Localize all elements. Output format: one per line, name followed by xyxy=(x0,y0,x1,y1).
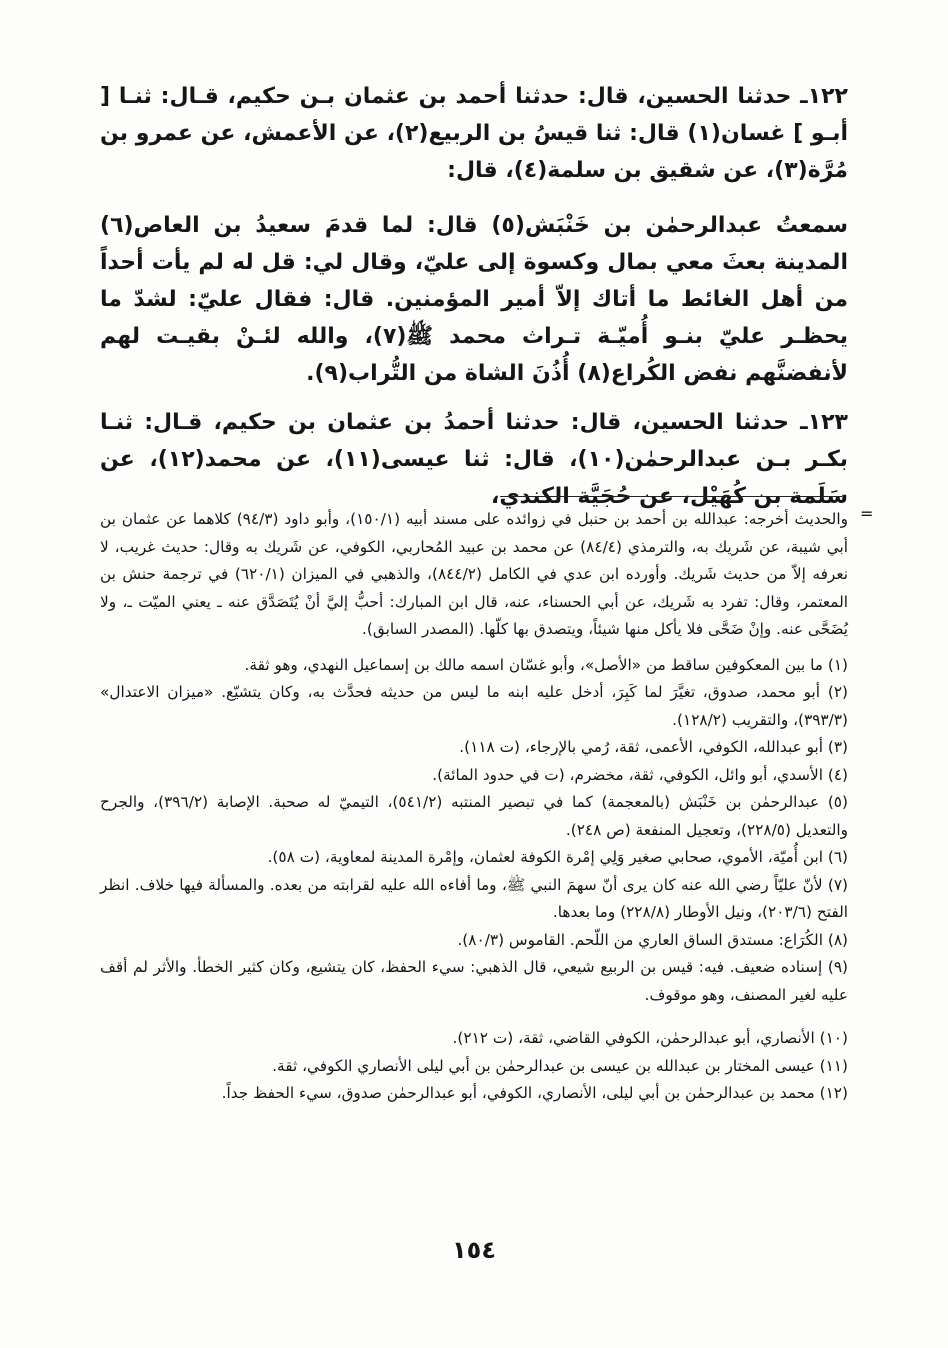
footnote-3: (٣) أبو عبدالله، الكوفي، الأعمى، ثقة، رُمي بالإرجاء، (ت ١١٨). xyxy=(459,738,848,756)
footnote-8: (٨) الكُرَاع: مستدق الساق العاري من اللّحم. القاموس (٨٠/٣). xyxy=(457,930,848,949)
footnote-2: (٢) أبو محمد، صدوق، تغيَّرَ لما كَبِرَ، أدخل عليه ابنه ما ليس من حديثه فحدَّث به، وكان يتشيّع. «ميزان الاعتدال» (٣٩٣/٣)، والتقريب (١٢٨/٢). xyxy=(100,683,848,729)
footnote-12: (١٢) محمد بن عبدالرحمٰن بن أبي ليلى، الأنصاري، الكوفي، أبو عبدالرحمٰن صدوق، سيء الحفظ جداً. xyxy=(221,1084,848,1102)
footnote-1: (١) ما بين المعكوفين ساقط من «الأصل»، وأبو غسّان اسمه مالك بن إسماعيل النهدي، وهو ثقة. xyxy=(244,655,848,674)
footnote-7: (٧) لأنّ عليّاً رضي الله عنه كان يرى أنّ سهمَ النبي ﷺ، وما أفاءه الله عليه لقرابته من بعده. والمسألة فيها خلاف. انظر الفتح (٢٠٣/٦)، ونيل الأوطار (٢٢٨/٨) وما بعدها. xyxy=(100,875,848,921)
footnote-10: (١٠) الأنصاري، أبو عبدالرحمٰن، الكوفي القاضي، ثقة، (ت ٢١٢). xyxy=(452,1029,848,1047)
hadith-123-text: ١٢٣ـ حدثنا الحسين، قال: حدثنا أحمدُ بن عثمان بن حكيم، قـال: ثنـا بكـر بـن عبدالرحمٰن(١٠)، قال: ثنا عيسى(١١)، عن محمد(١٢)، عن سَلَمة بن كُهَيْل، عن حُجَيَّة الكندي، xyxy=(100,410,849,509)
footnote-separator xyxy=(500,496,842,497)
continuation-mark: = xyxy=(860,504,874,523)
footnote-11: (١١) عيسى المختار بن عبدالله بن عيسى بن عبدالرحمٰن بن أبي ليلى الأنصاري الكوفي، ثقة. xyxy=(272,1056,848,1075)
footnote-4: (٤) الأسدي، أبو وائل، الكوفي، ثقة، مخضرم، (ت في حدود المائة). xyxy=(432,765,848,784)
footnote-continuation: والحديث أخرجه: عبدالله بن أحمد بن حنبل في زوائده على مسند أبيه (١٥٠/١)، وأبو داود (٩٤/٣) كلاهما عن عثمان بن أبي شيبة، عن شَريك به، والترمذي (٨٤/٤) عن محمد بن عبيد المُحاربي، الكوفي، عن شَريك به وقال: حديث غريب، لا نعرفه إلاّ من حديث شَريك. وأورده ابن عدي في الكامل (٨٤٤/٢)، والذهبي في الميزان (٦٢٠/١) في ترجمة حنش بن المعتمر، وقال: تفرد به شَريك، عن أبي الحسناء، عنه، قال ابن المبارك: أحبُّ إليَّ أنْ يُتَصَدَّق عنه ـ يعني الميّت ـ، ولا يُضَحَّى عنه. وإنْ ضَحَّى فلا يأكل منها شيئاً، ويتصدق بها كلّها. (المصدر السابق). xyxy=(100,510,848,638)
footnote-5: (٥) عبدالرحمٰن بن خَنْبَش (بالمعجمة) كما في تبصير المنتبه (٥٤١/٢)، التيميّ له صحبة. الإصابة (٣٩٦/٢)، والجرح والتعديل (٢٢٨/٥)، وتعجيل المنفعة (ص ٢٤٨). xyxy=(100,793,848,839)
hadith-122-narration: سمعتُ عبدالرحمٰن بن خَنْبَش(٥) قال: لما قدمَ سعيدُ بن العاص(٦) المدينة بعثَ معي بمال وكسوة إلى عليّ، وقال لي: قل له لم يأت أحداً من أهل الغائط ما أتاك إلاّ أمير المؤمنين. قال: فقال عليّ: لشدّ ما يحظـر عليّ بنـو أُميّـة تـراث محمد ﷺ(٧)، والله لئـنْ بقيـت لهم لأنفضنَّهم نفض الكُراع(٨) أُذُنَ الشاة من التُّراب(٩). xyxy=(100,213,849,386)
main-text xyxy=(100,78,848,533)
footnote-9: (٩) إسناده ضعيف. فيه: قيس بن الربيع شيعي، قال الذهبي: سيء الحفظ، كان يتشيع، وكان كثير الخطأ. والأثر لم أقف عليه لغير المصنف، وهو موقوف. xyxy=(100,958,848,1004)
hadith-122-text: ١٢٢ـ حدثنا الحسين، قال: حدثنا أحمد بن عثمان بـن حكيم، قـال: ثنـا [ أبـو ] غسان(١) قال: ثنا قيسُ بن الربيع(٢)، عن الأعمش، عن عمرو بن مُرَّة(٣)، عن شقيق بن سلمة(٤)، قال: xyxy=(100,84,848,183)
page-number: ١٥٤ xyxy=(452,1236,496,1264)
footnotes xyxy=(100,506,848,1108)
footnote-6: (٦) ابن أُميّة، الأموي، صحابي صغير وَلِي إمْرة الكوفة لعثمان، وإمْرة المدينة لمعاوية، (ت ٥٨). xyxy=(267,848,848,866)
